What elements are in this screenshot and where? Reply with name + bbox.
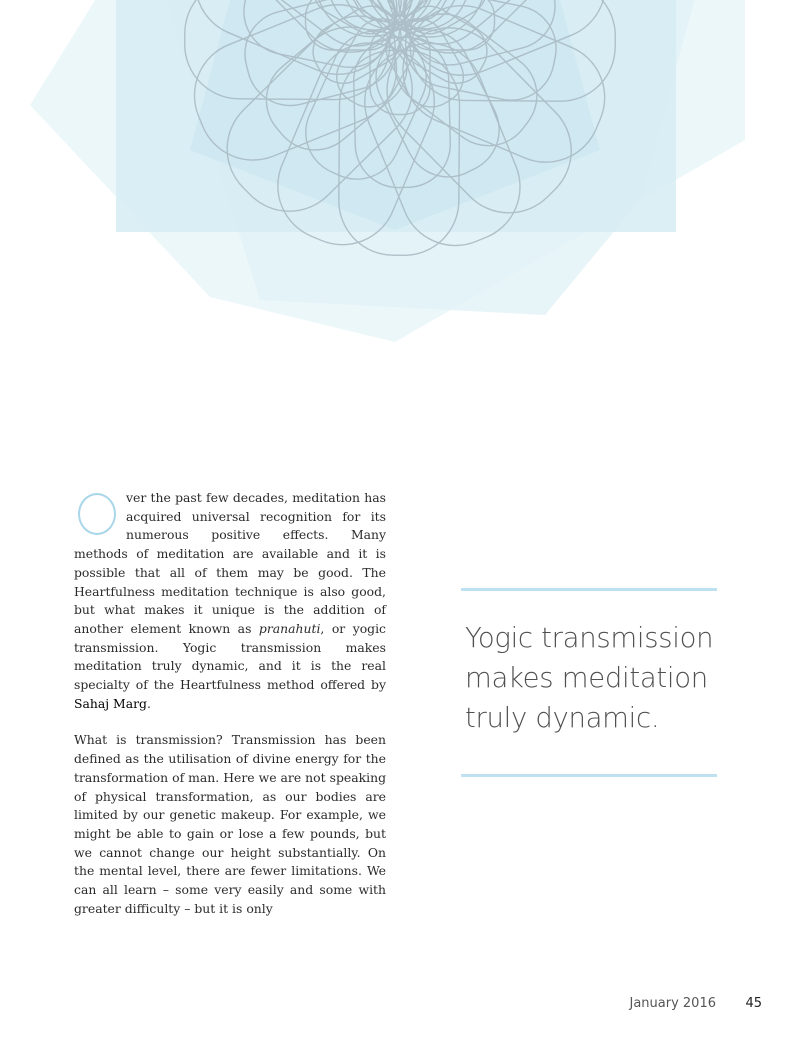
paragraph-2: What is transmission? Transmission has been defined as the utilisation of divine energy for the transformation of man. Here we are not speaking of physical transformation, as our bodies are limited by our genetic makeup. For example, we might be able to gain or lose a few pounds, but we cannot change our height substantially. On the mental level, there are fewer limitations. We can all learn – some very easily and some with greater difficulty – but it is only xyxy=(74,732,386,916)
background-squares xyxy=(30,0,745,342)
pullquote-rule-bottom xyxy=(461,774,717,777)
pranahuti-term: pranahuti xyxy=(258,620,321,636)
pullquote: Yogic transmission makes meditation truly dynamic. xyxy=(465,622,714,734)
paragraph-1 xyxy=(74,489,386,713)
paragraph-1-text-c: . xyxy=(146,695,151,711)
sahaj-marg-name: Sahaj Marg xyxy=(74,695,147,711)
paragraph-1-text-a: ver the past few decades, meditation has acquired universal recognition for its numerous positive effects. Many methods of meditation are available and it is possible that all of them may be good. The Heartfulness meditation technique is also good, but what makes it unique is the addition of another element known as xyxy=(74,490,386,636)
drop-cap-letter xyxy=(78,493,116,535)
mandala-illustration xyxy=(0,0,792,360)
issue-date: January 2016 xyxy=(629,996,716,1011)
article-body xyxy=(74,489,386,918)
drop-cap xyxy=(74,493,122,537)
page-number: 45 xyxy=(745,996,762,1011)
pullquote-rule-top xyxy=(461,588,717,591)
paragraph-1-text-b: , or yogic transmission. Yogic transmission makes meditation truly dynamic, and it is the real specialty of the Heartfulness method offered by xyxy=(74,620,386,693)
